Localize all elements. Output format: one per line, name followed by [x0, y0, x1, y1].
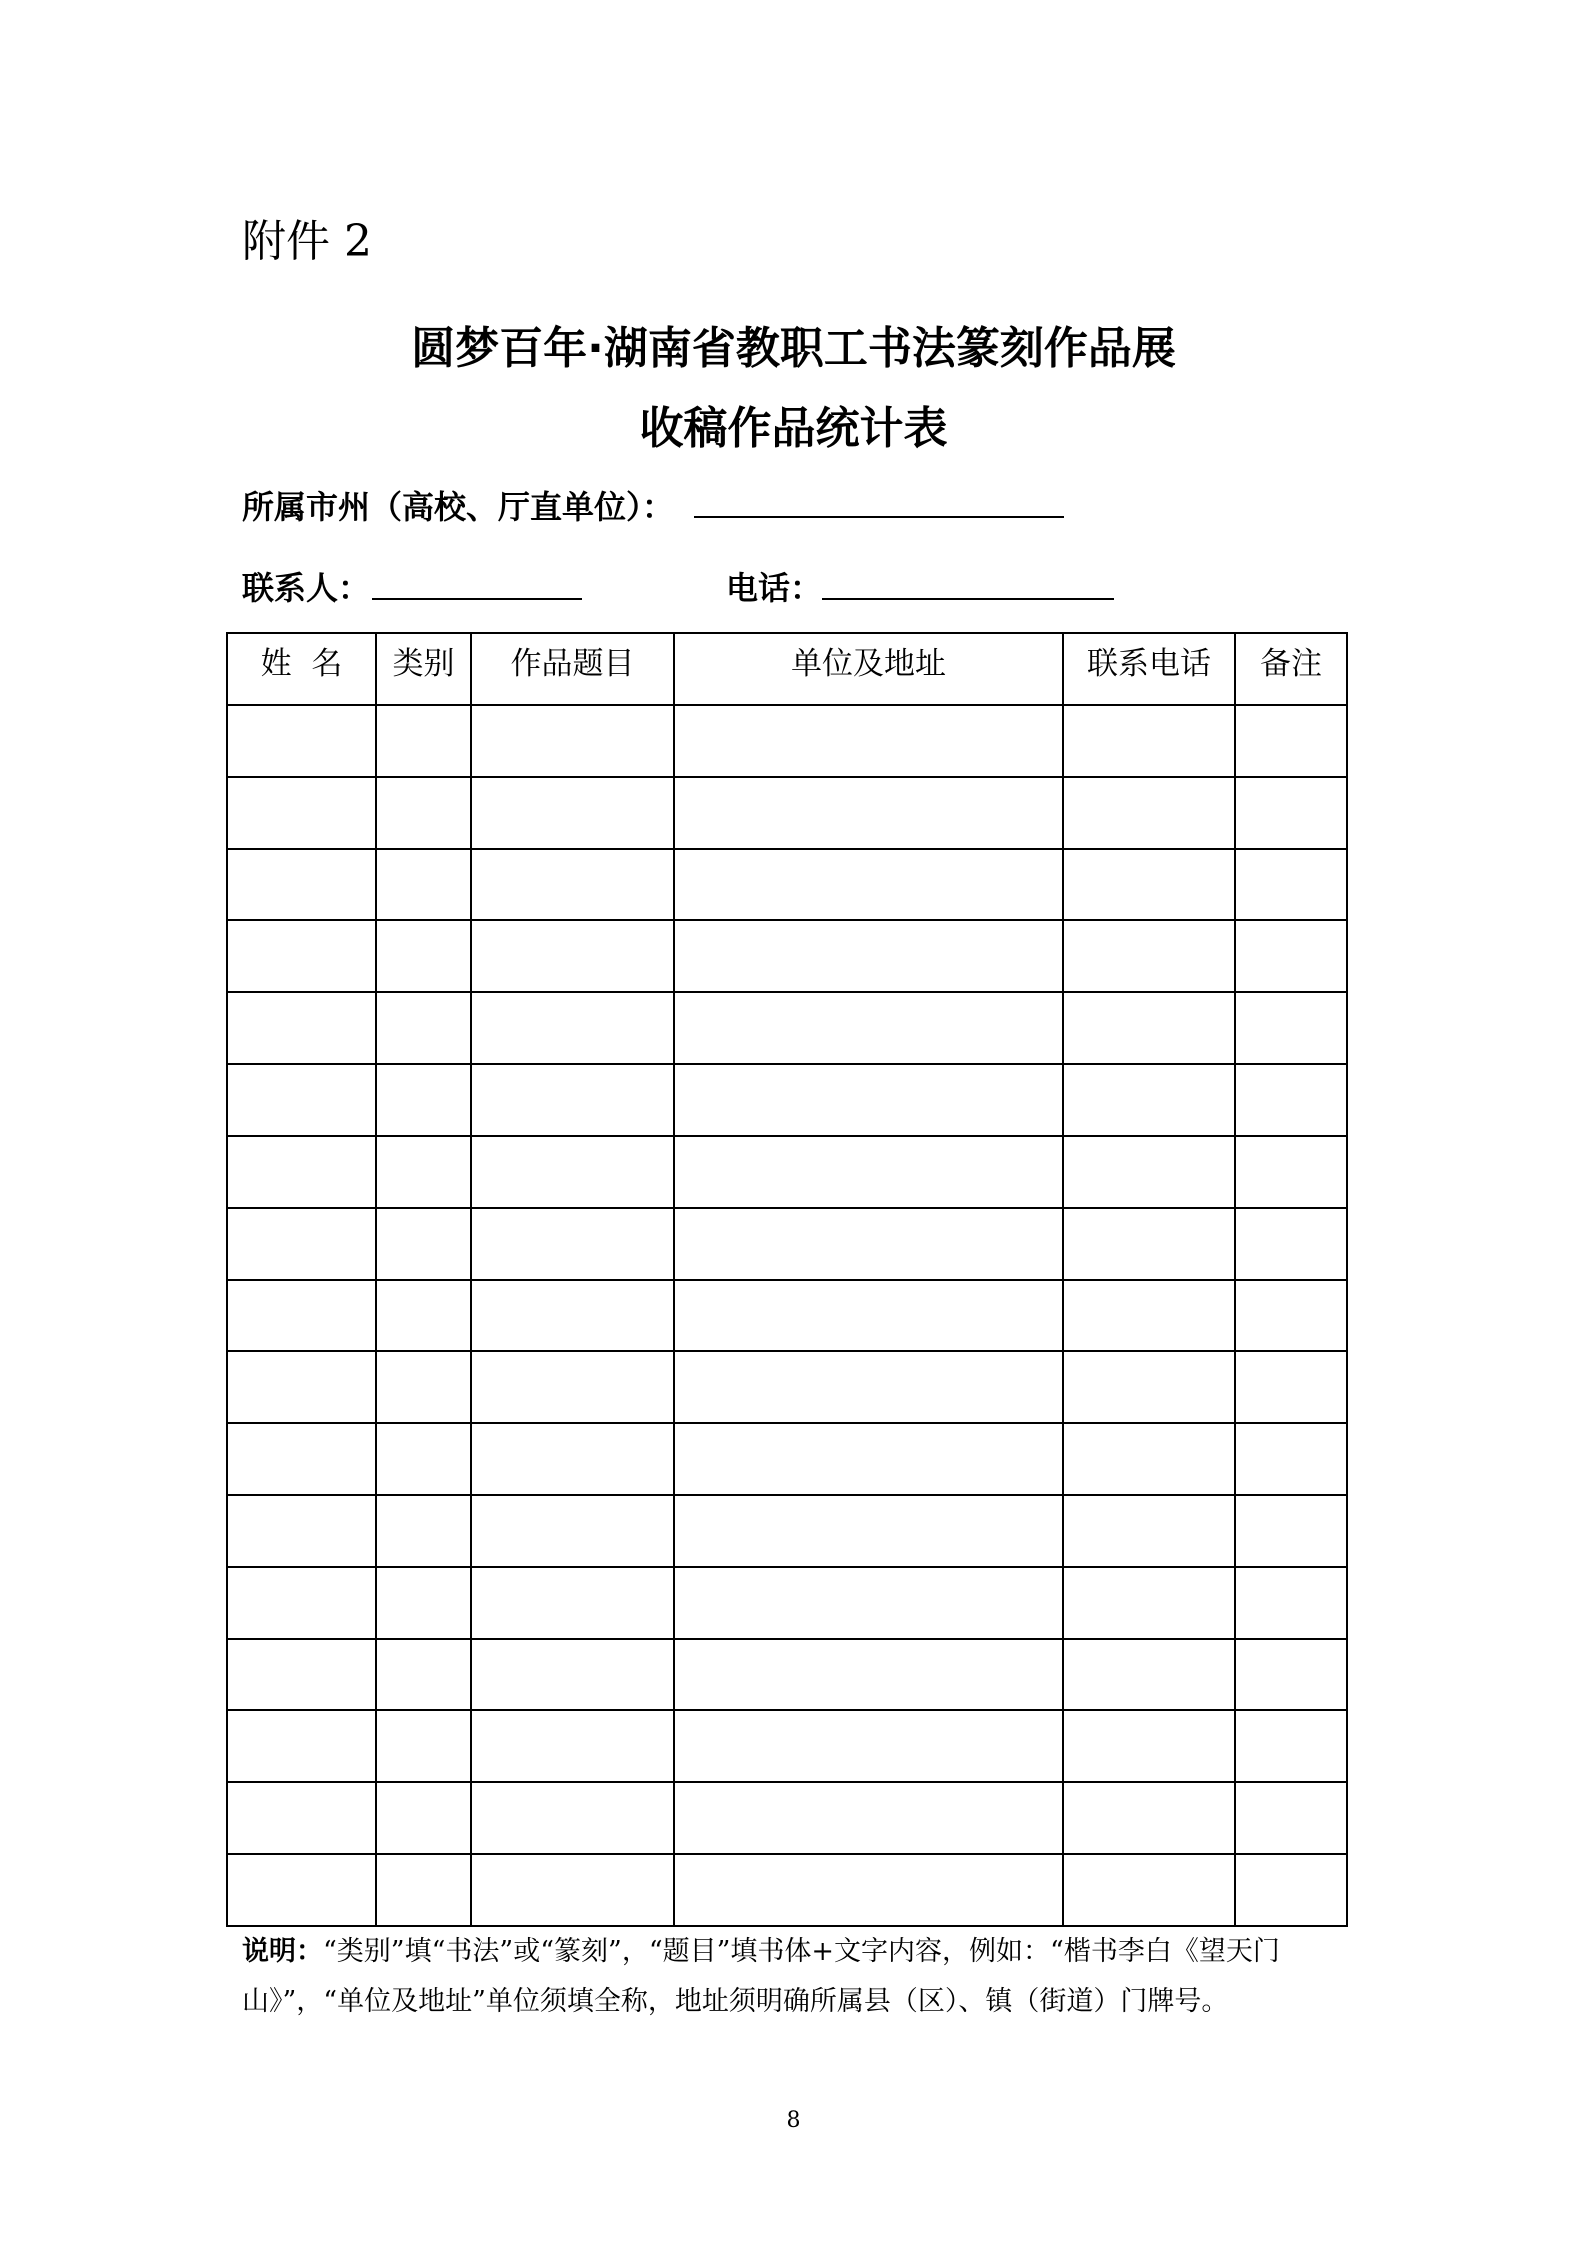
table-row	[227, 1136, 1347, 1208]
contact-label: 联系人：	[242, 569, 371, 607]
note-label: 说明：	[242, 1936, 323, 1967]
table-cell[interactable]	[1063, 992, 1235, 1064]
table-cell[interactable]	[1235, 1567, 1347, 1639]
table-cell[interactable]	[1063, 1208, 1235, 1280]
header-category: 类别	[376, 633, 471, 705]
table-cell[interactable]	[1235, 1136, 1347, 1208]
table-cell[interactable]	[674, 1280, 1063, 1352]
contact-blank-line[interactable]	[372, 598, 582, 600]
table-cell[interactable]	[1235, 1423, 1347, 1495]
table-cell[interactable]	[227, 777, 376, 849]
header-work-title: 作品题目	[471, 633, 674, 705]
table-cell[interactable]	[1063, 1567, 1235, 1639]
table-cell[interactable]	[674, 849, 1063, 921]
table-cell[interactable]	[674, 705, 1063, 777]
table-row	[227, 1495, 1347, 1567]
table-cell[interactable]	[674, 1351, 1063, 1423]
table-cell[interactable]	[376, 1208, 471, 1280]
table-cell[interactable]	[674, 920, 1063, 992]
table-cell[interactable]	[1063, 920, 1235, 992]
table-cell[interactable]	[1235, 1639, 1347, 1711]
table-cell[interactable]	[376, 1639, 471, 1711]
table-row	[227, 1782, 1347, 1854]
affiliation-blank-line[interactable]	[694, 516, 1064, 518]
table-cell[interactable]	[471, 1710, 674, 1782]
table-cell[interactable]	[227, 1854, 376, 1926]
table-cell[interactable]	[471, 1854, 674, 1926]
table-cell[interactable]	[1235, 705, 1347, 777]
table-cell[interactable]	[674, 1136, 1063, 1208]
table-cell[interactable]	[1063, 1710, 1235, 1782]
table-cell[interactable]	[227, 1567, 376, 1639]
table-cell[interactable]	[227, 705, 376, 777]
table-cell[interactable]	[674, 1639, 1063, 1711]
statistics-table	[226, 632, 1348, 1927]
table-cell[interactable]	[1063, 777, 1235, 849]
table-cell[interactable]	[376, 1280, 471, 1352]
document-title: 圆梦百年·湖南省教职工书法篆刻作品展	[411, 323, 1176, 374]
table-cell[interactable]	[471, 1208, 674, 1280]
header-name: 姓 名	[227, 633, 376, 705]
table-row	[227, 705, 1347, 777]
table-cell[interactable]	[471, 1423, 674, 1495]
table-cell[interactable]	[1063, 1854, 1235, 1926]
table-cell[interactable]	[674, 1710, 1063, 1782]
table-cell[interactable]	[1063, 1495, 1235, 1567]
table-row	[227, 992, 1347, 1064]
table-cell[interactable]	[1063, 1351, 1235, 1423]
table-cell[interactable]	[471, 1639, 674, 1711]
table-cell[interactable]	[674, 1495, 1063, 1567]
phone-blank-line[interactable]	[822, 598, 1114, 600]
table-cell[interactable]	[227, 1351, 376, 1423]
table-cell[interactable]	[227, 1495, 376, 1567]
table-cell[interactable]	[376, 1351, 471, 1423]
table-cell[interactable]	[674, 1208, 1063, 1280]
table-cell[interactable]	[471, 1782, 674, 1854]
table-cell[interactable]	[376, 920, 471, 992]
table-row	[227, 920, 1347, 992]
table-cell[interactable]	[471, 920, 674, 992]
table-cell[interactable]	[376, 777, 471, 849]
table-row	[227, 849, 1347, 921]
table-cell[interactable]	[1235, 1782, 1347, 1854]
table-row	[227, 1351, 1347, 1423]
table-cell[interactable]	[1235, 1495, 1347, 1567]
table-cell[interactable]	[471, 705, 674, 777]
document-subtitle: 收稿作品统计表	[639, 403, 948, 454]
table-row	[227, 1854, 1347, 1926]
attachment-label: 附件 2	[242, 216, 372, 267]
table-cell[interactable]	[1235, 920, 1347, 992]
table-cell[interactable]	[227, 1639, 376, 1711]
table-cell[interactable]	[1063, 1639, 1235, 1711]
table-row	[227, 1280, 1347, 1352]
table-cell[interactable]	[1235, 1280, 1347, 1352]
page-number: 8	[786, 2108, 801, 2133]
note	[242, 1927, 1367, 2027]
table-row	[227, 1639, 1347, 1711]
table-cell[interactable]	[376, 1854, 471, 1926]
table-cell[interactable]	[227, 1782, 376, 1854]
table-cell[interactable]	[674, 1782, 1063, 1854]
table-cell[interactable]	[227, 1136, 376, 1208]
note-text: “类别”填“书法”或“篆刻”，“题目”填书体+文字内容，例如：“楷书李白《望天门山》”，“单位及地址”单位须填全称，地址须明确所属县（区）、镇（街道）门牌号。	[242, 1936, 1280, 2017]
table-cell[interactable]	[1235, 1710, 1347, 1782]
table-cell[interactable]	[1235, 992, 1347, 1064]
table-cell[interactable]	[227, 1280, 376, 1352]
table-cell[interactable]	[227, 1710, 376, 1782]
table-cell[interactable]	[1235, 1854, 1347, 1926]
table-row	[227, 1064, 1347, 1136]
table-row	[227, 777, 1347, 849]
header-contact-phone: 联系电话	[1063, 633, 1235, 705]
table-cell[interactable]	[227, 1064, 376, 1136]
table-cell[interactable]	[376, 1495, 471, 1567]
table-cell[interactable]	[674, 1423, 1063, 1495]
table-header-row	[227, 633, 1347, 705]
table-cell[interactable]	[1063, 1782, 1235, 1854]
table-cell[interactable]	[471, 1280, 674, 1352]
table-cell[interactable]	[471, 1064, 674, 1136]
table-row	[227, 1208, 1347, 1280]
table-cell[interactable]	[1063, 705, 1235, 777]
table-cell[interactable]	[376, 849, 471, 921]
table-cell[interactable]	[1063, 1423, 1235, 1495]
table-cell[interactable]	[227, 920, 376, 992]
table-cell[interactable]	[1235, 1064, 1347, 1136]
table-row	[227, 1567, 1347, 1639]
header-remarks: 备注	[1235, 633, 1347, 705]
table-cell[interactable]	[674, 992, 1063, 1064]
phone-label: 电话：	[726, 569, 823, 607]
table-cell[interactable]	[674, 1064, 1063, 1136]
table-cell[interactable]	[674, 1854, 1063, 1926]
table-cell[interactable]	[376, 1567, 471, 1639]
table-cell[interactable]	[227, 1208, 376, 1280]
table-cell[interactable]	[227, 992, 376, 1064]
header-unit-address: 单位及地址	[674, 633, 1063, 705]
table-cell[interactable]	[227, 849, 376, 921]
table-cell[interactable]	[376, 705, 471, 777]
table-cell[interactable]	[1235, 777, 1347, 849]
table-cell[interactable]	[471, 1495, 674, 1567]
table-cell[interactable]	[471, 1567, 674, 1639]
table-cell[interactable]	[1063, 849, 1235, 921]
table-cell[interactable]	[376, 1064, 471, 1136]
table-cell[interactable]	[674, 777, 1063, 849]
table-cell[interactable]	[471, 1136, 674, 1208]
table-cell[interactable]	[471, 849, 674, 921]
table-cell[interactable]	[1235, 849, 1347, 921]
table-cell[interactable]	[1235, 1351, 1347, 1423]
table-row	[227, 1423, 1347, 1495]
affiliation-label: 所属市州（高校、厅直单位）：	[242, 488, 675, 526]
table-cell[interactable]	[376, 1710, 471, 1782]
table-cell[interactable]	[376, 1782, 471, 1854]
table-row	[227, 1710, 1347, 1782]
table-cell[interactable]	[376, 1423, 471, 1495]
table-cell[interactable]	[376, 1136, 471, 1208]
table-cell[interactable]	[471, 1351, 674, 1423]
table-cell[interactable]	[1235, 1208, 1347, 1280]
table-cell[interactable]	[227, 1423, 376, 1495]
table-cell[interactable]	[471, 777, 674, 849]
table-cell[interactable]	[674, 1567, 1063, 1639]
table-cell[interactable]	[1063, 1136, 1235, 1208]
table-cell[interactable]	[1063, 1280, 1235, 1352]
table-cell[interactable]	[376, 992, 471, 1064]
table-cell[interactable]	[471, 992, 674, 1064]
table-cell[interactable]	[1063, 1064, 1235, 1136]
